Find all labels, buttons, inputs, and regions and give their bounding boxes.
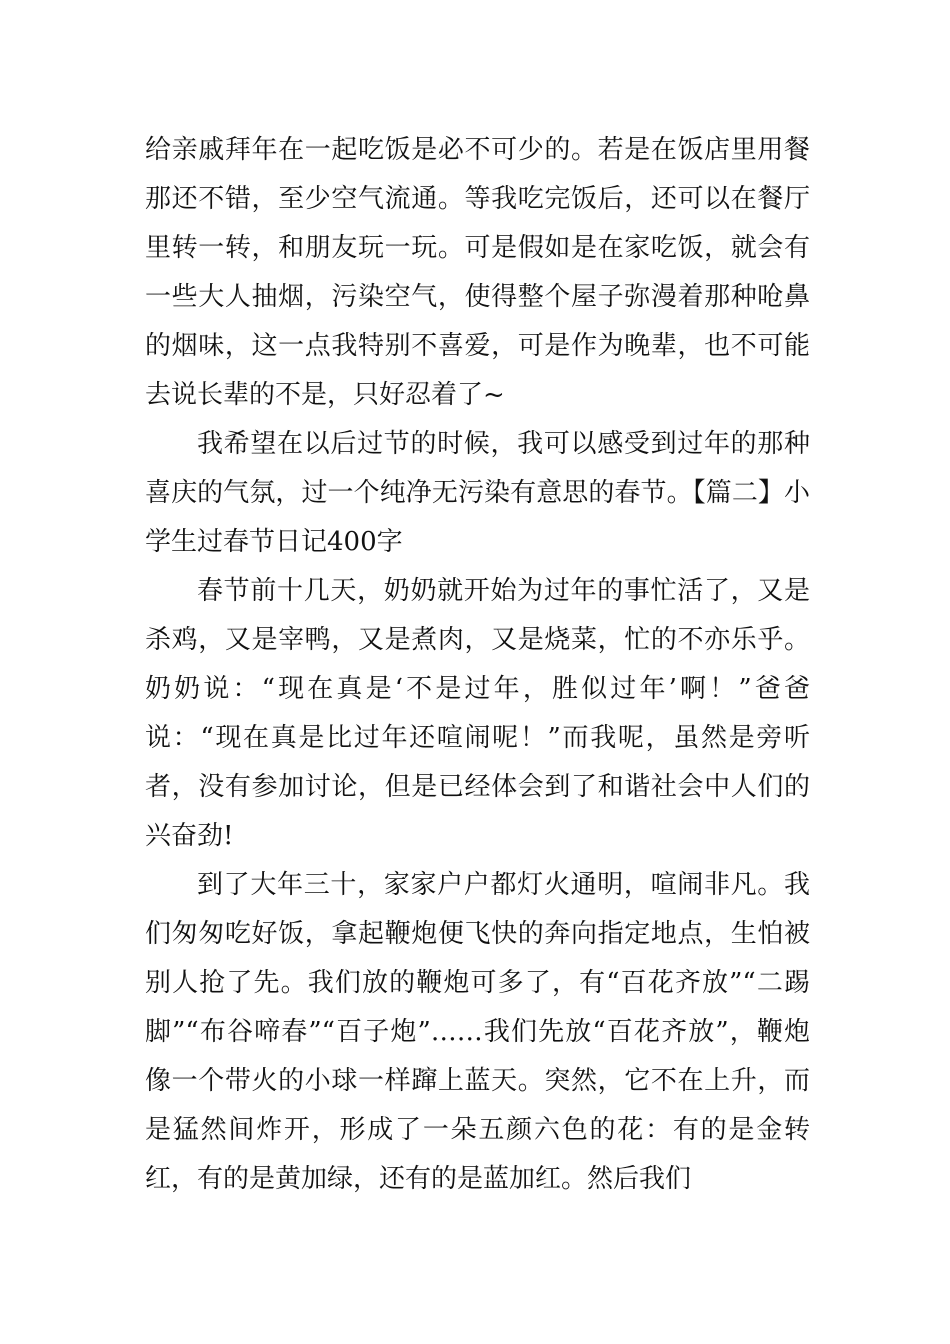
- paragraph-4: 到了大年三十，家家户户都灯火通明，喧闹非凡。我们匆匆吃好饭，拿起鞭炮便飞快的奔向指定地点，生怕被别人抢了先。我们放的鞭炮可多了，有“百花齐放”“二踢脚”“布谷啼春”“百子炮”……我们先放“百花齐放”，鞭炮像一个带火的小球一样蹿上蓝天。突然，它不在上升，而是猛然间炸开，形成了一朵五颜六色的花：有的是金转红，有的是黄加绿，还有的是蓝加红。然后我们: [145, 870, 810, 1194]
- paragraph-3: 春节前十几天，奶奶就开始为过年的事忙活了，又是杀鸡，又是宰鸭，又是煮肉，又是烧菜，忙的不亦乐乎。奶奶说：“现在真是‘不是过年，胜似过年’啊！”爸爸说：“现在真是比过年还喧闹呢！”而我呢，虽然是旁听者，没有参加讨论，但是已经体会到了和谐社会中人们的兴奋劲!: [145, 576, 810, 851]
- paragraph-2: 我希望在以后过节的时候，我可以感受到过年的那种喜庆的气氛，过一个纯净无污染有意思的春节。【篇二】小学生过春节日记400字: [145, 429, 810, 557]
- document-page: [145, 126, 810, 1204]
- paragraph-1: 给亲戚拜年在一起吃饭是必不可少的。若是在饭店里用餐那还不错，至少空气流通。等我吃完饭后，还可以在餐厅里转一转，和朋友玩一玩。可是假如是在家吃饭，就会有一些大人抽烟，污染空气，使得整个屋子弥漫着那种呛鼻的烟味，这一点我特别不喜爱，可是作为晚辈，也不可能去说长辈的不是，只好忍着了~: [145, 135, 810, 410]
